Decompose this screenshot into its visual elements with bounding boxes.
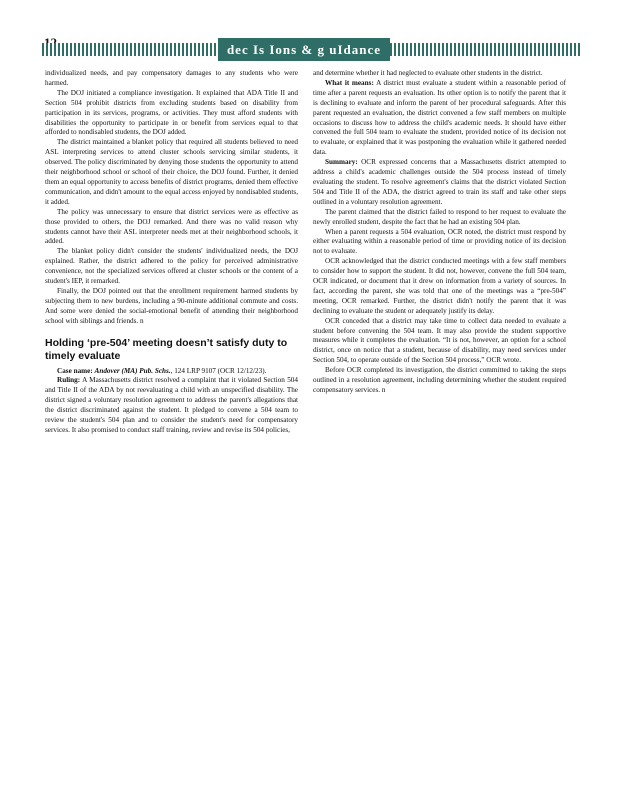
paragraph: individualized needs, and pay compensatory damages to any students who were harmed. xyxy=(45,69,298,87)
left-column xyxy=(45,69,298,436)
right-column xyxy=(313,69,566,396)
case-cite: , 124 LRP 9107 (OCR 12/12/23). xyxy=(170,366,267,375)
paragraph: The district maintained a blanket policy that required all students believed to need ASL interpreting services to attend cluster schools servicing similar students, it observed. The policy discriminated by denying those students the opportunity to attend their neighborhood school or school of their choice, the DOJ found. Further, it denied them an equal opportunity to access benefits of district programs, denied them effective communication, and didn't amount to the equal access enjoyed by nondisabled students, it added. xyxy=(45,138,298,206)
paragraph: The parent claimed that the district failed to respond to her request to evaluate the newly enrolled student, despite the fact that he had an existing 504 plan. xyxy=(313,207,566,226)
paragraph: OCR acknowledged that the district conducted meetings with a few staff members to consider how to support the student. It did not, however, convene the full 504 team, OCR indicated, or document that it drew on information from a variety of sources. In fact, according the parent, she was told that one of the meetings was a “pre-504” meeting, OCR remarked. Further, the district didn't notify the parent that it was declining to evaluate the student or adequately justify its delay. xyxy=(313,257,566,315)
paragraph: The DOJ initiated a compliance investigation. It explained that ADA Title II and Section 504 prohibit districts from excluding students based on disability from participation in its services, programs, or activities. They must afford students with disabilities the opportunity to participate in or benefit from services equal to that afforded to nondisabled students, the DOJ added. xyxy=(45,88,298,137)
ruling-text: A Massachusetts district resolved a complaint that it violated Section 504 and Title II of the ADA by not reevaluating a child with an unspecified disability. The district signed a voluntary resolution agreement to address the parent's allegations that the district discriminated against the student. It pledged to convene a 504 team to review the student's 504 plan and to consider the student's need for compensatory services. It also promised to conduct staff training, review and revise its 504 policies, xyxy=(45,376,298,434)
paragraph: OCR conceded that a district may take time to collect data needed to evaluate a student before convening the 504 team. It may also provide the student supportive measures while it completes the evaluation. “It is not, however, an option for a school district, once on notice that a student, because of disability, may need services under Section 504, to operate outside of the Section 504 process,” OCR wrote. xyxy=(313,316,566,365)
case-label: Case name: xyxy=(57,366,93,375)
summary-label: Summary: xyxy=(325,158,358,167)
section-banner: dec Is Ions & g uIdance xyxy=(218,38,390,61)
means-paragraph xyxy=(313,79,566,158)
case-name: Andover (MA) Pub. Schs. xyxy=(94,366,171,375)
ruling-paragraph xyxy=(45,376,298,435)
article-headline: Holding ‘pre-504’ meeting doesn’t satisfy duty to timely evaluate xyxy=(45,336,288,362)
case-line xyxy=(45,367,298,377)
summary-text: OCR expressed concerns that a Massachusetts district attempted to address a child's academic challenges outside the 504 process instead of timely evaluating the student. To resolve agreement's claims that the district violated Section 504 and Title II of the ADA, the district agreed to train its staff and take other steps outlined in a voluntary resolution agreement. xyxy=(313,158,566,206)
paragraph: Before OCR completed its investigation, the district committed to taking the steps outlined in a resolution agreement, including determining whether the student required compensatory services. n xyxy=(313,366,566,394)
paragraph: and determine whether it had neglected to evaluate other students in the district. xyxy=(313,69,543,77)
paragraph: Finally, the DOJ pointed out that the enrollment requirement harmed students by subjecting them to new burdens, including a 90-minute additional commute and costs. And some were denied the social-emotional benefit of attending their neighborhood school with siblings and friends. n xyxy=(45,286,298,325)
ruling-label: Ruling: xyxy=(57,376,81,385)
paragraph: When a parent requests a 504 evaluation, OCR noted, the district must respond by either evaluating within a reasonable period of time or providing notice of its decision not to evaluate. xyxy=(313,227,566,256)
means-label: What it means: xyxy=(325,78,374,87)
summary-paragraph xyxy=(313,158,566,208)
means-text: A district must evaluate a student within a reasonable period of time after a parent requests an evaluation. Its other option is to notify the parent that it is declining to evaluate and inform the parent of her procedural safeguards. After this parent requested an evaluation, the district convened a few staff members on multiple occasions to discuss how to address the child's academic needs. It should have either convened the full 504 team to evaluate the student, provided notice of its decision not to evaluate, or explained that it was postponing the evaluation while it gathered needed data. xyxy=(313,78,566,157)
paragraph: The blanket policy didn't consider the students' individualized needs, the DOJ explained. Rather, the district adhered to the policy for perceived administrative convenience, not the specialized services offered at cluster schools or the content of a student's IEP, it remarked. xyxy=(45,247,298,286)
paragraph: The policy was unnecessary to ensure that district services were as effective as those provided to others, the DOJ remarked. And there was no valid reason why students cannot have their ASL interpreter needs met at their neighborhood schools, it added. xyxy=(45,207,298,246)
